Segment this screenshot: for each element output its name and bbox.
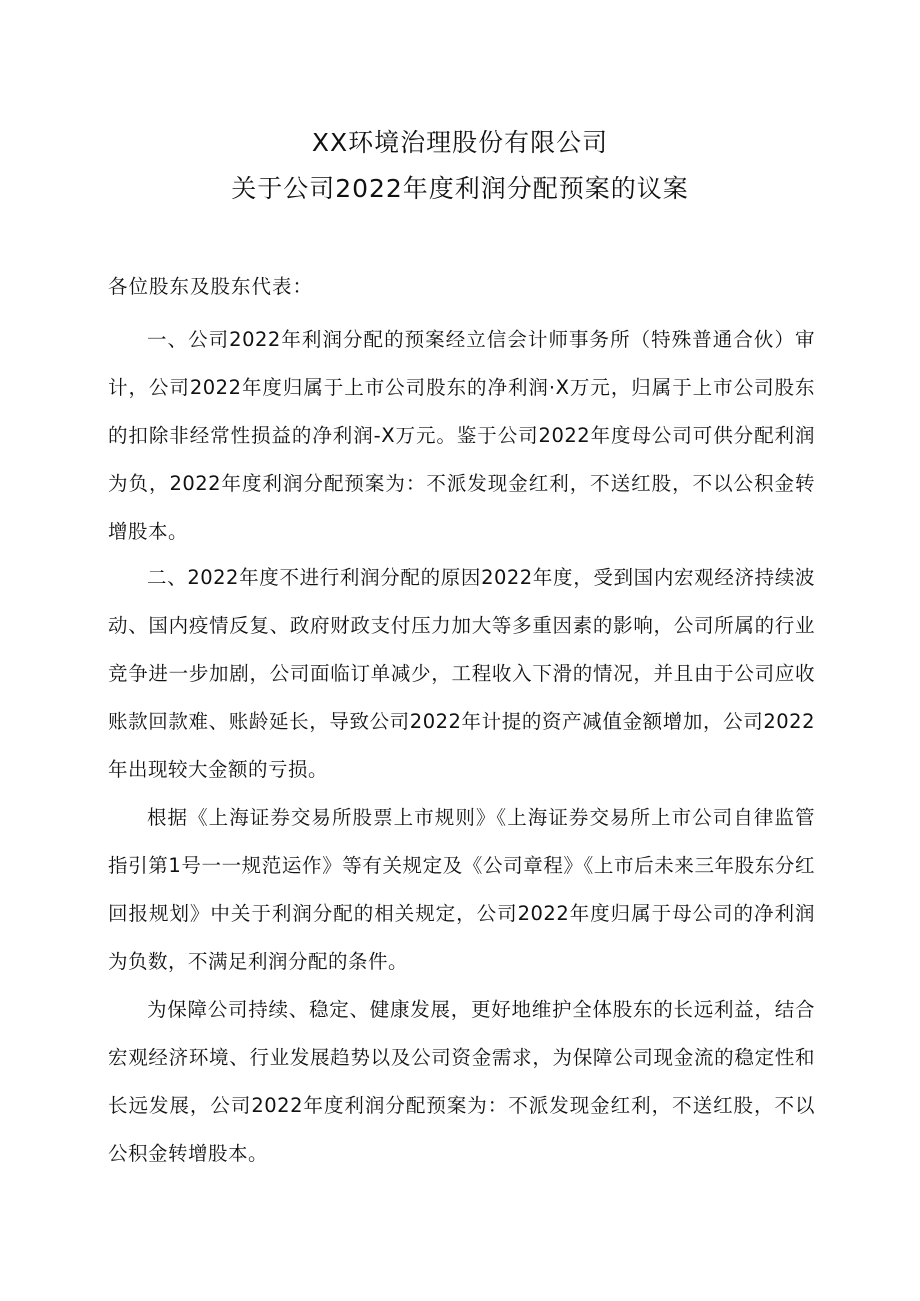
paragraph-no-distribution-reason: 二、2022年度不进行利润分配的原因2022年度，受到国内宏观经济持续波动、国内疫情反复、政府财政支付压力加大等多重因素的影响，公司所属的行业竞争进一步加剧，公司面临订单减少，工程收入下滑的情况，并且由于公司应收账款回款难、账龄延长，导致公司2022年计提的资产减值金额增加，公司2022年出现较大金额的亏损。 [108, 566, 815, 781]
paragraph-profit-plan: 一、公司2022年利润分配的预案经立信会计师事务所（特殊普通合伙）审计，公司2022年度归属于上市公司股东的净利润·X万元，归属于上市公司股东的扣除非经常性损益的净利润-X万元。鉴于公司2022年度母公司可供分配利润为负，2022年度利润分配预案为：不派发现金红利，不送红股，不以公积金转增股本。 [108, 328, 815, 543]
proposal-title: 关于公司2022年度利润分配预案的议案 [231, 174, 689, 203]
salutation: 各位股东及股东代表： [108, 275, 314, 298]
paragraph-regulatory-basis: 根据《上海证券交易所股票上市规则》《上海证券交易所上市公司自律监管指引第1号一一规范运作》等有关规定及《公司章程》《上市后未来三年股东分红回报规划》中关于利润分配的相关规定，公司2022年度归属于母公司的净利润为负数，不满足利润分配的条件。 [108, 806, 815, 973]
company-title: XX环境治理股份有限公司 [311, 128, 609, 157]
paragraph-development-plan: 为保障公司持续、稳定、健康发展，更好地维护全体股东的长远利益，结合宏观经济环境、行业发展趋势以及公司资金需求，为保障公司现金流的稳定性和长远发展，公司2022年度利润分配预案为：不派发现金红利，不送红股，不以公积金转增股本。 [108, 998, 815, 1165]
